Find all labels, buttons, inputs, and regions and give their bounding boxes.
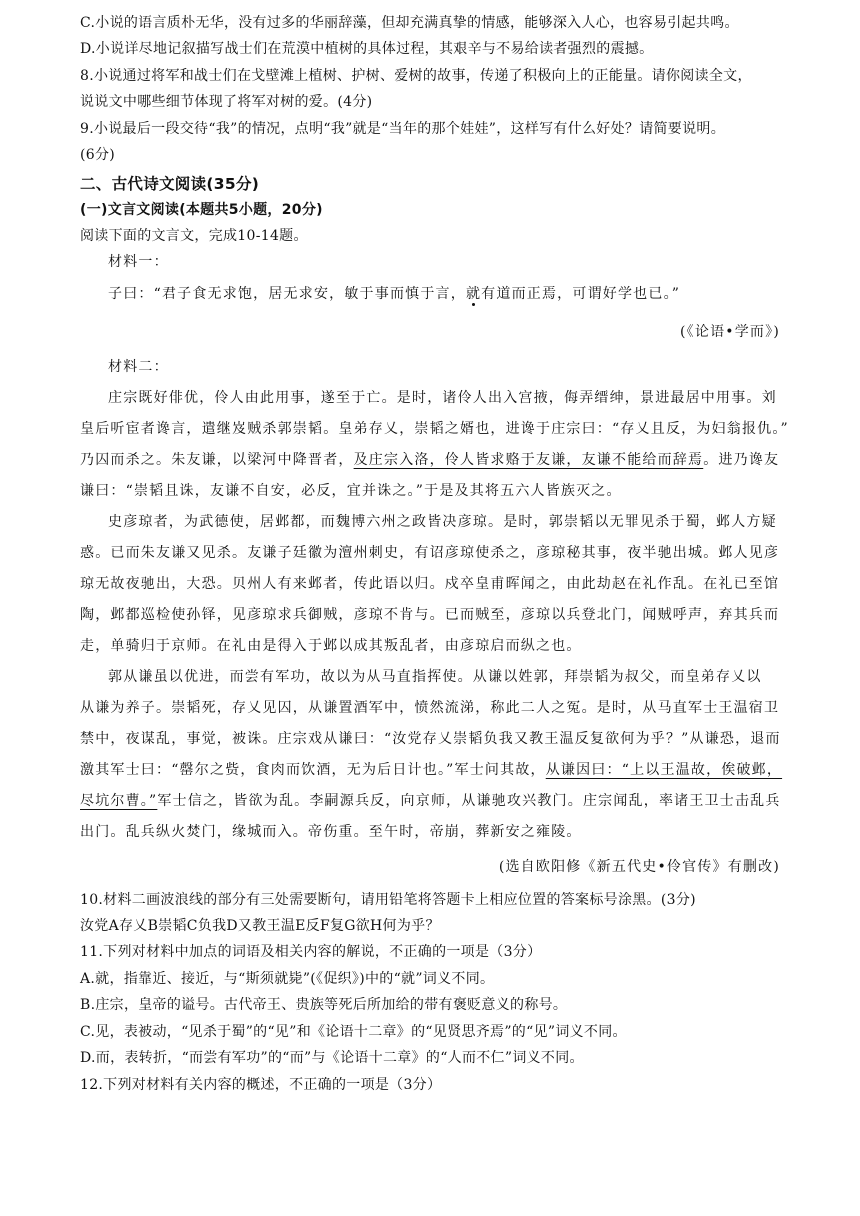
question-8-line2: 说说文中哪些细节体现了将军对树的爱。(4分)	[80, 94, 373, 110]
question-11-option-c: C.见，表被动，“见杀于蜀”的“见”和《论语十二章》的“见贤思齐焉”的“见”词义不同。	[80, 1024, 627, 1040]
material-2-source: (选自欧阳修《新五代史•伶官传》有删改)	[498, 859, 780, 875]
m2-p3-line5: 尽坑尔曹。”军士信之，皆欲为乱。李嗣源兵反，向京师，从谦驰攻兴教门。庄宗闻乱，率诸王卫士击乱兵	[80, 793, 781, 809]
subsection-title: (一)文言文阅读(本题共5小题，20分)	[80, 202, 323, 218]
option-d: D.小说详尽地记叙描写战士们在荒漠中植树的具体过程，其艰辛与不易给读者强烈的震撼。	[80, 41, 654, 57]
question-8-line1: 8.小说通过将军和战士们在戈壁滩上植树、护树、爱树的故事，传递了积极向上的正能量。请你阅读全文，	[80, 68, 752, 84]
question-12: 12.下列对材料有关内容的概述，不正确的一项是（3分）	[80, 1077, 442, 1093]
m2-p3-line6: 出门。乱兵纵火焚门，缘城而入。帝伤重。至午时，帝崩，葬新安之雍陵。	[80, 824, 582, 840]
question-10: 10.材料二画波浪线的部分有三处需要断句，请用铅笔将答题卡上相应位置的答案标号涂黑。(3分)	[80, 892, 696, 908]
underlined-sentence-2b: 尽坑尔曹。”	[80, 793, 158, 809]
m2-p1-line3: 乃囚而杀之。朱友谦，以梁河中降晋者，及庄宗入洛，伶人皆求赂于友谦，友谦不能给而辞焉。进乃谗友	[80, 452, 780, 468]
reading-instruction: 阅读下面的文言文，完成10-14题。	[80, 228, 308, 244]
m2-p3-line1: 郭从谦虽以优进，而尝有军功，故以为从马直指挥使。从谦以姓郭，拜崇韬为叔父，而皇弟存乂以	[108, 669, 762, 685]
section-title: 二、古代诗文阅读(35分)	[80, 175, 260, 193]
question-11-option-d: D.而，表转折，“而尝有军功”的“而”与《论语十二章》的“人而不仁”词义不同。	[80, 1050, 584, 1066]
m2-p2-line2: 惑。已而朱友谦又见杀。友谦子廷徽为澶州刺史，有诏彦琼使杀之，彦琼秘其事，夜半驰出城。邺人见彦	[80, 545, 780, 561]
dotted-char-jiu: 就	[465, 286, 482, 302]
underlined-sentence: 及庄宗入洛，伶人皆求赂于友谦，友谦不能给而辞焉	[353, 452, 704, 468]
question-10-options: 汝党A存乂B崇韬C负我D又教王温E反F复G欲H何为乎？	[80, 918, 440, 934]
question-11-option-a: A.就，指靠近、接近，与“斯须就毙”(《促织》)中的“就”词义不同。	[80, 971, 495, 987]
m2-p1-line4: 谦曰：“崇韬且诛，友谦不自安，必反，宜并诛之。”于是及其将五六人皆族灭之。	[80, 483, 622, 499]
m2-p2-line3: 琼无故夜驰出，大恐。贝州人有来邺者，传此语以归。戍卒皇甫晖闻之，由此劫赵在礼作乱。在礼已至馆	[80, 576, 780, 592]
m2-p2-line5: 走，单骑归于京师。在礼由是得入于邺以成其叛乱者，由彦琼启而纵之也。	[80, 638, 582, 654]
m2-p3-line3: 禁中，夜谋乱，事觉，被诛。庄宗戏从谦曰：“汝党存乂崇韬负我又教王温反复欲何为乎？”从谦恐，退而	[80, 731, 781, 747]
material-1-source: (《论语•学而》)	[680, 324, 780, 340]
m2-p1-line1: 庄宗既好俳优，伶人由此用事，遂至于亡。是时，诸伶人出入宫掖，侮弄缙绅，景进最居中用事。刘	[108, 390, 777, 406]
m2-p3-line2: 从谦为养子。崇韬死，存乂见囚，从谦置酒军中，愤然流涕，称此二人之冤。是时，从马直军士王温宿卫	[80, 700, 780, 716]
material-1-label: 材料一：	[108, 254, 169, 270]
m2-p3-line4: 激其军士曰：“罄尔之赀，食肉而饮酒，无为后日计也。”军士问其故，从谦因曰：“上以王温故，俟破邺，	[80, 762, 783, 778]
question-11: 11.下列对材料中加点的词语及相关内容的解说，不正确的一项是（3分）	[80, 944, 542, 960]
option-c: C.小说的语言质朴无华，没有过多的华丽辞藻，但却充满真挚的情感，能够深入人心，也容易引起共鸣。	[80, 15, 739, 31]
question-9-line1: 9.小说最后一段交待“我”的情况，点明“我”就是“当年的那个娃娃”，这样写有什么好处？请简要说明。	[80, 121, 725, 137]
underlined-sentence-2a: 从谦因曰：“上以王温故，俟破邺，	[545, 762, 783, 778]
question-11-option-b: B.庄宗，皇帝的谥号。古代帝王、贵族等死后所加给的带有褒贬意义的称号。	[80, 997, 568, 1013]
question-9-line2: (6分)	[80, 147, 116, 163]
material-2-label: 材料二：	[108, 359, 169, 375]
m2-p2-line4: 陶，邺都巡检使孙铎，见彦琼求兵御贼，彦琼不肯与。已而贼至，彦琼以兵登北门，闻贼呼声，弃其兵而	[80, 607, 780, 623]
m2-p2-line1: 史彦琼者，为武德使，居邺都，而魏博六州之政皆决彦琼。是时，郭崇韬以无罪见杀于蜀，邺人方疑	[108, 514, 777, 530]
material-1-text: 子曰：“君子食无求饱，居无求安，敏于事而慎于言，就有道而正焉，可谓好学也已。”	[108, 286, 681, 302]
m2-p1-line2: 皇后听宦者谗言，遣继岌贼杀郭崇韬。皇弟存乂，崇韬之婿也，进谗于庄宗曰：“存乂且反，为妇翁报仇。”	[80, 421, 789, 437]
